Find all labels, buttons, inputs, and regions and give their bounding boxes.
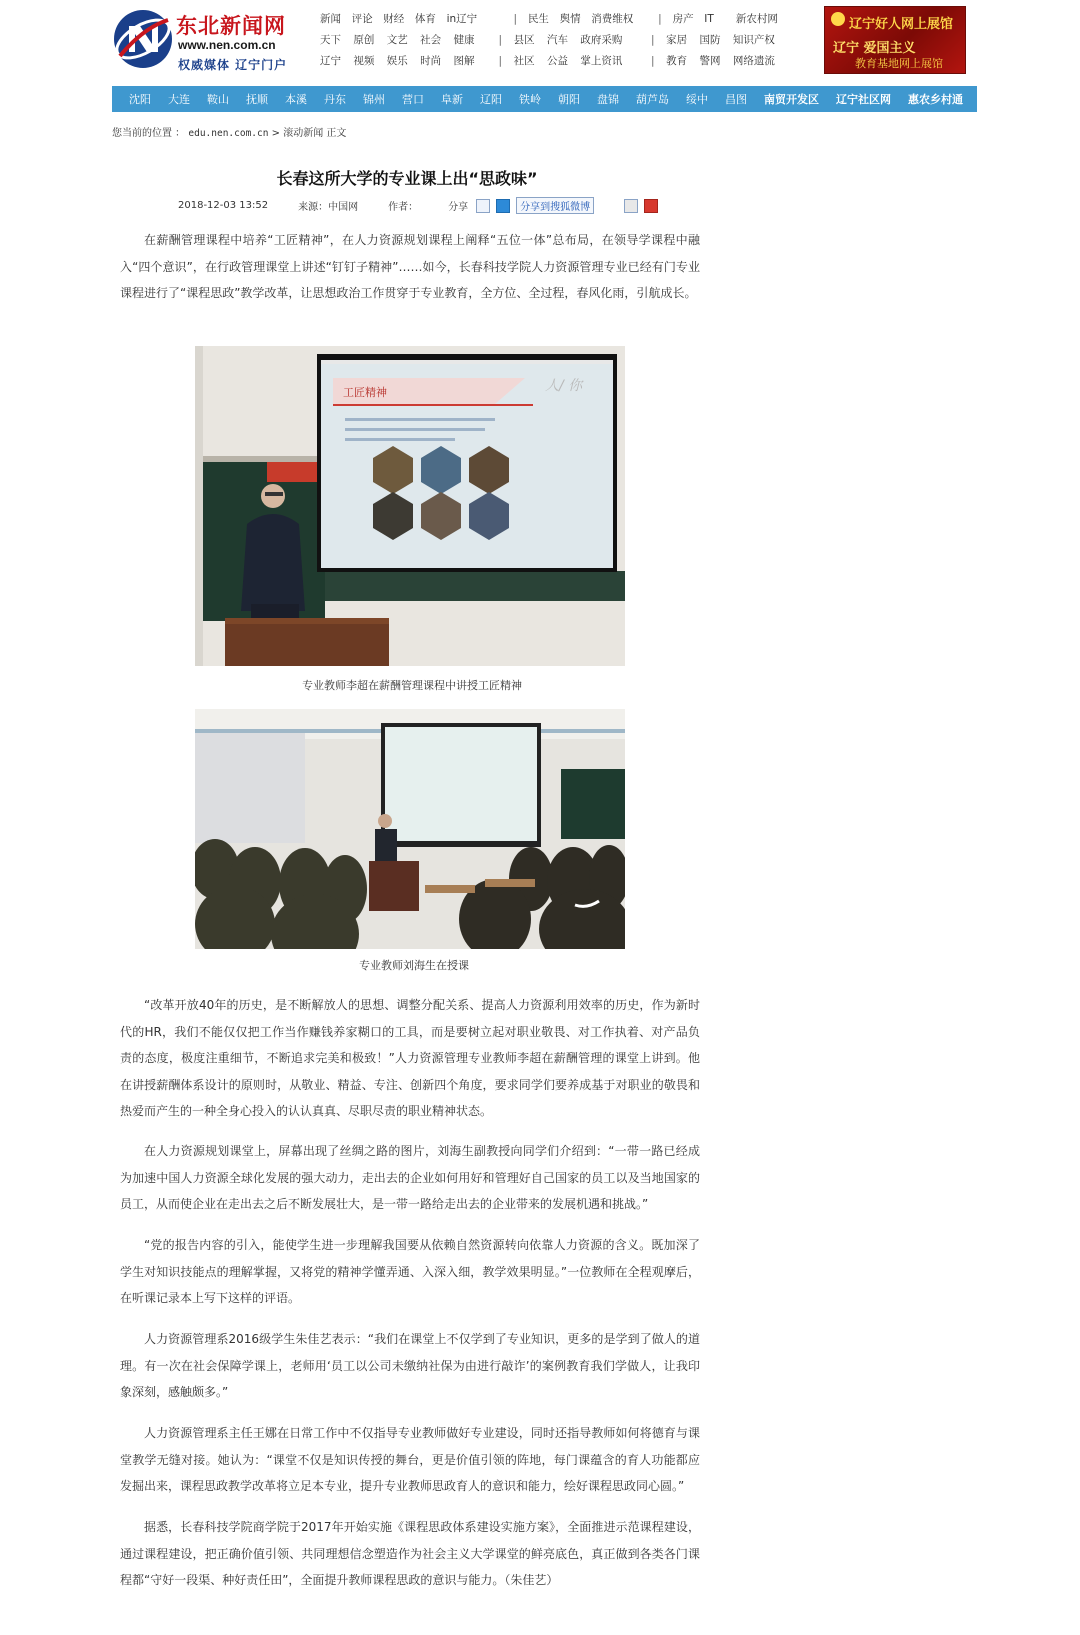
top-nav-row — [320, 8, 792, 29]
top-nav-link[interactable]: 社区 — [513, 55, 535, 67]
top-nav-link[interactable]: 评论 — [351, 13, 373, 25]
top-nav-link[interactable]: 健康 — [453, 34, 475, 46]
top-nav-link[interactable]: 政府采购 — [580, 34, 623, 46]
city-nav-link[interactable]: 惠农乡村通 — [908, 93, 963, 106]
top-nav-link[interactable]: 新闻 — [320, 13, 341, 25]
article-photo-2 — [195, 709, 625, 949]
share-window-icon[interactable] — [624, 199, 638, 213]
article-author: 作者： — [388, 202, 419, 213]
city-navigation-bar — [112, 86, 977, 112]
nav-separator: | — [498, 54, 502, 67]
top-nav-link[interactable]: 娱乐 — [386, 55, 408, 67]
nav-separator: | — [658, 12, 662, 25]
city-nav-link[interactable]: 阜新 — [441, 93, 463, 106]
top-nav-link[interactable]: 辽宁 — [320, 55, 341, 67]
city-nav-link[interactable]: 抚顺 — [246, 93, 268, 106]
city-nav-link[interactable]: 南贸开发区 — [764, 93, 819, 106]
slide-watermark: 人/ 你 — [545, 378, 583, 394]
top-nav-link[interactable]: 警网 — [699, 55, 721, 67]
breadcrumb-section-link[interactable]: 滚动新闻 — [283, 128, 324, 139]
banner-emblem-icon — [831, 12, 845, 26]
city-nav-link[interactable]: 铁岭 — [519, 93, 541, 106]
breadcrumb-prefix: 您当前的位置 ： — [112, 128, 186, 139]
article-source: 来源：中国网 — [298, 202, 359, 213]
city-nav-link[interactable]: 昌图 — [725, 93, 747, 106]
site-header — [112, 4, 977, 78]
top-nav-link[interactable]: 天下 — [320, 34, 341, 46]
promo-banner[interactable] — [824, 6, 966, 74]
slide-heading: 工匠精神 — [343, 386, 387, 399]
banner-line-3: 教育基地网上展馆 — [855, 57, 943, 70]
top-nav-link[interactable]: IT — [704, 12, 714, 25]
breadcrumb-site-link[interactable]: edu.nen.com.cn — [188, 128, 269, 139]
share-favorite-icon[interactable] — [496, 199, 510, 213]
top-nav-link[interactable]: 教育 — [666, 55, 688, 67]
top-nav-link[interactable]: 原创 — [353, 34, 375, 46]
logo-slogan: 权威媒体 辽宁门户 — [178, 58, 288, 72]
slide-hexagon-images — [373, 446, 509, 540]
logo-title: 东北新闻网 — [176, 14, 286, 38]
city-nav-link[interactable]: 朝阳 — [558, 93, 580, 106]
top-nav-link[interactable]: in辽宁 — [446, 13, 478, 25]
photo-1-caption: 专业教师李超在薪酬管理课程中讲授工匠精神 — [302, 679, 522, 692]
city-nav-link[interactable]: 鞍山 — [207, 93, 229, 106]
article-paragraph: “党的报告内容的引入，能使学生进一步理解我国要从依赖自然资源转向依靠人力资源的含义。既加深了学生对知识技能点的理解掌握，又将党的精神学懂弄通、入深入细，教学效果明显。”一位教师在全程观摩后，在听课记录本上写下这样的评语。 — [120, 1238, 700, 1305]
top-nav-link[interactable]: 时尚 — [420, 55, 442, 67]
city-nav-link[interactable]: 大连 — [168, 93, 190, 106]
nav-separator: | — [651, 33, 655, 46]
breadcrumb-separator: > — [271, 128, 281, 139]
share-image-icon[interactable] — [476, 199, 490, 213]
top-nav-link[interactable]: 体育 — [414, 13, 436, 25]
photo-2-caption: 专业教师刘海生在授课 — [359, 959, 469, 972]
share-label: 分享 — [448, 202, 469, 213]
nav-separator: | — [651, 54, 655, 67]
classroom-lecture-image — [195, 346, 625, 666]
city-nav-link[interactable]: 锦州 — [363, 93, 385, 106]
top-nav-link[interactable]: 文艺 — [386, 34, 408, 46]
top-nav-link[interactable]: 家居 — [666, 34, 688, 46]
article-paragraph: 人力资源管理系2016级学生朱佳艺表示：“我们在课堂上不仅学到了专业知识，更多的是学到了做人的道理。有一次在社会保障学课上，老师用‘员工以公司未缴纳社保为由进行敲诈’的案例教育我们学做人，让我印象深刻，感触颇多。” — [120, 1332, 700, 1399]
banner-line-1: 辽宁好人网上展馆 — [849, 17, 954, 32]
city-nav-link[interactable]: 营口 — [402, 93, 424, 106]
classroom-students-image — [195, 709, 625, 949]
top-nav-link[interactable]: 县区 — [513, 34, 535, 46]
article-paragraph: 据悉，长春科技学院商学院于2017年开始实施《课程思政体系建设实施方案》，全面推进示范课程建设，通过课程建设，把正确价值引领、共同理想信念塑造作为社会主义大学课堂的鲜亮底色，真正做到各类各门课程都“守好一段渠、种好责任田”，全面提升教师课程思政的意识与能力。（朱佳艺） — [120, 1520, 700, 1587]
top-nav-link[interactable]: 图解 — [453, 55, 475, 67]
top-navigation — [320, 8, 792, 71]
logo-url: www.nen.com.cn — [178, 38, 276, 52]
article-title: 长春这所大学的专业课上出“思政味” — [276, 169, 538, 188]
top-nav-link[interactable]: 公益 — [546, 55, 568, 67]
article-meta — [178, 197, 664, 214]
top-nav-link[interactable]: 民生 — [527, 13, 549, 25]
city-nav-link[interactable]: 辽宁社区网 — [836, 93, 891, 106]
city-nav-link[interactable]: 沈阳 — [129, 93, 151, 106]
banner-line-2: 辽宁 爱国主义 — [833, 41, 916, 56]
top-nav-link[interactable]: 视频 — [353, 55, 375, 67]
top-nav-link[interactable]: 新农村网 — [735, 13, 778, 25]
top-nav-link[interactable]: 掌上资讯 — [580, 55, 623, 67]
top-nav-link[interactable]: 财经 — [383, 13, 405, 25]
site-logo[interactable] — [112, 6, 300, 74]
top-nav-link[interactable]: 社会 — [420, 34, 442, 46]
top-nav-link[interactable]: 房产 — [672, 13, 694, 25]
share-weibo-button[interactable]: 分享到搜狐微博 — [516, 197, 594, 214]
top-nav-link[interactable]: 网络遗流 — [732, 55, 775, 67]
breadcrumb-current: 正文 — [326, 128, 347, 139]
share-rss-icon[interactable] — [644, 199, 658, 213]
top-nav-link[interactable]: 舆情 — [559, 13, 581, 25]
article-date: 2018-12-03 13:52 — [178, 200, 269, 211]
city-nav-link[interactable]: 葫芦岛 — [636, 93, 669, 106]
article-paragraph: 在薪酬管理课程中培养“工匠精神”，在人力资源规划课程上阐释“五位一体”总布局，在领导学课程中融入“四个意识”，在行政管理课堂上讲述“钉钉子精神”……如今，长春科技学院人力资源管理专业已经有门专业课程进行了“课程思政”教学改革，让思想政治工作贯穿于专业教育，全方位、全过程，春风化雨，引航成长。 — [120, 233, 700, 300]
logo-mark-icon — [112, 8, 174, 70]
top-nav-link[interactable]: 汽车 — [546, 34, 568, 46]
city-nav-link[interactable]: 辽阳 — [480, 93, 502, 106]
top-nav-row — [320, 50, 792, 71]
top-nav-link[interactable]: 国防 — [699, 34, 721, 46]
breadcrumb — [112, 124, 346, 139]
top-nav-row — [320, 29, 792, 50]
top-nav-link[interactable]: 消费维权 — [591, 13, 634, 25]
article-paragraph: 人力资源管理系主任王娜在日常工作中不仅指导专业教师做好专业建设，同时还指导教师如何将德育与课堂教学无缝对接。她认为：“课堂不仅是知识传授的舞台，更是价值引领的阵地，每门课蕴含的育人功能都应发掘出来，课程思政教学改革将立足本专业，提升专业教师思政育人的意识和能力，绘好课程思政同心圆。” — [120, 1426, 700, 1493]
article-paragraph: “改革开放40年的历史，是不断解放人的思想、调整分配关系、提高人力资源利用效率的历史，作为新时代的HR，我们不能仅仅把工作当作赚钱养家糊口的工具，而是要树立起对职业敬畏、对工作执着、对产品负责的态度，极度注重细节，不断追求完美和极致！”人力资源管理专业教师李超在薪酬管理的课堂上讲到。他在讲授薪酬体系设计的原则时，从敬业、精益、专注、创新四个角度，要求同学们要养成基于对职业的敬畏和热爱而产生的一种全身心投入的认认真真、尽职尽责的职业精神状态。 — [120, 998, 700, 1118]
nav-separator: | — [498, 33, 502, 46]
city-nav-link[interactable]: 盘锦 — [597, 93, 619, 106]
city-nav-link[interactable]: 本溪 — [285, 93, 307, 106]
city-nav-link[interactable]: 丹东 — [324, 93, 346, 106]
city-nav-link[interactable]: 绥中 — [686, 93, 708, 106]
article-paragraph: 在人力资源规划课堂上，屏幕出现了丝绸之路的图片，刘海生副教授向同学们介绍到：“一带一路已经成为加速中国人力资源全球化发展的强大动力，走出去的企业如何用好和管理好自己国家的员工以及当地国家的员工，从而使企业在走出去之后不断发展壮大，是一带一路给走出去的企业带来的发展机遇和挑战。” — [120, 1144, 700, 1211]
nav-separator: | — [513, 12, 518, 25]
top-nav-link[interactable]: 知识产权 — [732, 34, 775, 46]
article-photo-1 — [195, 346, 625, 666]
